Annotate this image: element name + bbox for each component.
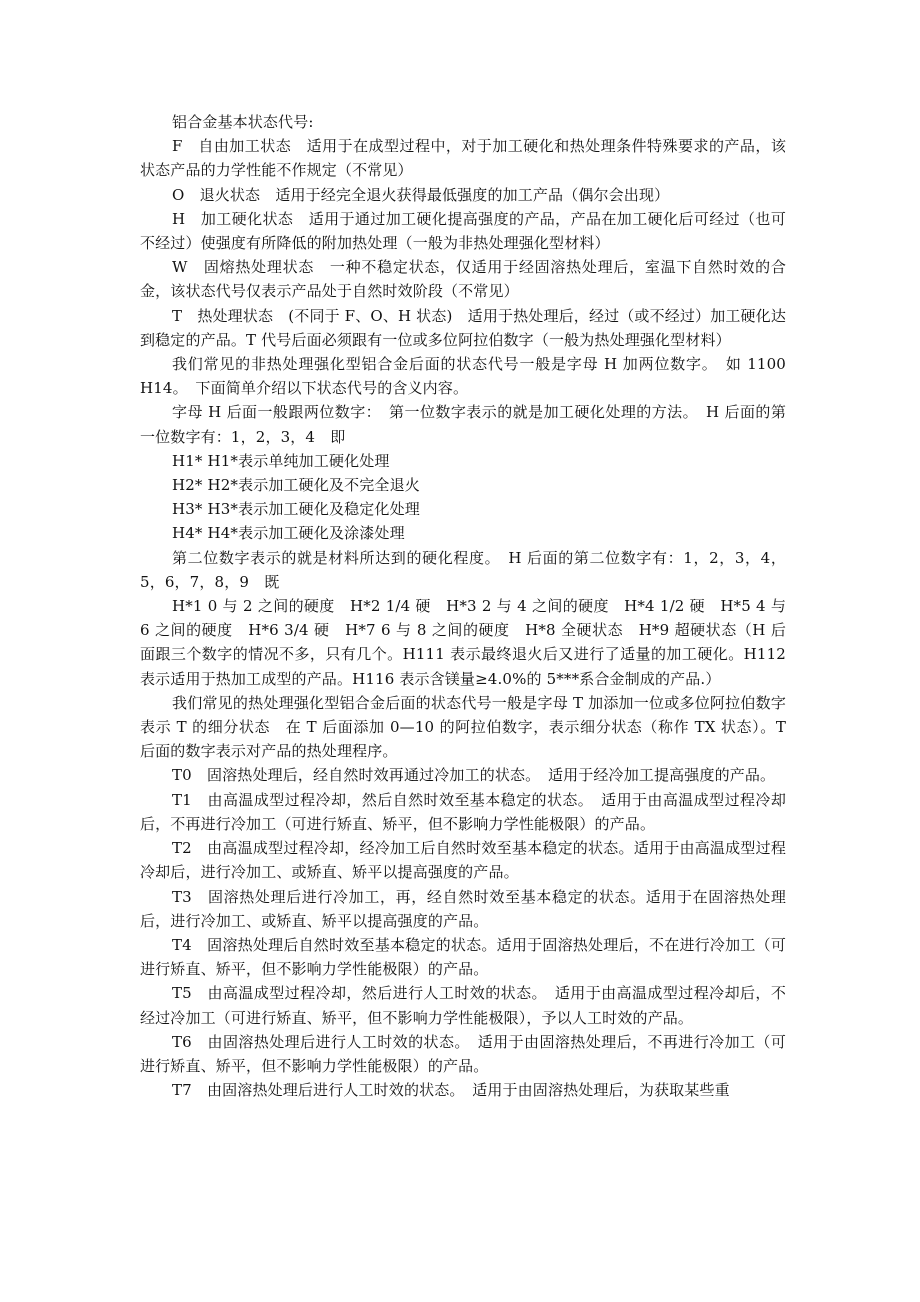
state-t6: T6 由固溶热处理后进行人工时效的状态。 适用于由固溶热处理后，不再进行冷加工（可进行矫直、矫平，但不影响力学性能极限）的产品。 (140, 1032, 786, 1075)
state-w: W 固熔热处理状态 一种不稳定状态，仅适用于经固溶热处理后，室温下自然时效的合金，该状态代号仅表示产品处于自然时效阶段（不常见） (140, 258, 786, 301)
h2-item: H2* H2*表示加工硬化及不完全退火 (172, 476, 420, 495)
state-t3: T3 固溶热处理后进行冷加工，再，经自然时效至基本稳定的状态。适用于在固溶热处理后，进行冷加工、或矫直、矫平以提高强度的产品。 (140, 887, 786, 930)
state-t2: T2 由高温成型过程冷却，经冷加工后自然时效至基本稳定的状态。适用于由高温成型过程冷却后，进行冷加工、或矫直、矫平以提高强度的产品。 (140, 839, 786, 882)
document-page (140, 110, 786, 1102)
h-second-digit-detail: H*1 0 与 2 之间的硬度 H*2 1/4 硬 H*3 2 与 4 之间的硬度 H*4 1/2 硬 H*5 4 与 6 之间的硬度 H*6 3/4 硬 H*7 6 与 8 之间的硬度 H*8 全硬状态 H*9 超硬状态（H 后面跟三个数字的情况不多，只有几个。H111 表示最终退火后又进行了适量的加工硬化。H112 表示适用于热加工成型的产品。H116 表示含镁量≥4.0%的 5***系合金制成的产品.） (140, 597, 786, 688)
h1-item: H1* H1*表示单纯加工硬化处理 (172, 451, 390, 470)
h-intro: 我们常见的非热处理强化型铝合金后面的状态代号一般是字母 H 加两位数字。 如 1100 H14。 下面简单介绍以下状态代号的含义内容。 (140, 355, 786, 398)
h3-item: H3* H3*表示加工硬化及稳定化处理 (172, 500, 420, 519)
state-t1: T1 由高温成型过程冷却，然后自然时效至基本稳定的状态。 适用于由高温成型过程冷却后，不再进行冷加工（可进行矫直、矫平，但不影响力学性能极限）的产品。 (140, 790, 786, 833)
state-t: T 热处理状态 (不同于 F、O、H 状态) 适用于热处理后，经过（或不经过）加工硬化达到稳定的产品。T 代号后面必须跟有一位或多位阿拉伯数字（一般为热处理强化型材料） (140, 306, 786, 349)
state-o: O 退火状态 适用于经完全退火获得最低强度的加工产品（偶尔会出现） (172, 185, 670, 204)
state-h: H 加工硬化状态 适用于通过加工硬化提高强度的产品，产品在加工硬化后可经过（也可不经过）使强度有所降低的附加热处理（一般为非热处理强化型材料） (140, 209, 786, 253)
state-t5: T5 由高温成型过程冷却，然后进行人工时效的状态。 适用于由高温成型过程冷却后，不经过冷加工（可进行矫直、矫平，但不影响力学性能极限），予以人工时效的产品。 (140, 984, 786, 1027)
h4-item: H4* H4*表示加工硬化及涂漆处理 (172, 524, 405, 543)
state-t7: T7 由固溶热处理后进行人工时效的状态。 适用于由固溶热处理后，为获取某些重 (172, 1081, 730, 1100)
state-f: F 自由加工状态 适用于在成型过程中，对于加工硬化和热处理条件特殊要求的产品，该状态产品的力学性能不作规定（不常见） (140, 137, 786, 180)
state-t0: T0 固溶热处理后，经自然时效再通过冷加工的状态。 适用于经冷加工提高强度的产品。 (172, 766, 776, 785)
heading: 铝合金基本状态代号: (172, 113, 314, 131)
state-t4: T4 固溶热处理后自然时效至基本稳定的状态。适用于固溶热处理后，不在进行冷加工（可进行矫直、矫平，但不影响力学性能极限）的产品。 (140, 935, 786, 979)
h-first-digit-intro: 字母 H 后面一般跟两位数字： 第一位数字表示的就是加工硬化处理的方法。 H 后面的第一位数字有：1，2，3，4 即 (140, 403, 786, 446)
t-intro: 我们常见的热处理强化型铝合金后面的状态代号一般是字母 T 加添加一位或多位阿拉伯数字表示 T 的细分状态 在 T 后面添加 0—10 的阿拉伯数字，表示细分状态（称作 TX 状态）。T 后面的数字表示对产品的热处理程序。 (140, 693, 786, 761)
h-second-digit-intro: 第二位数字表示的就是材料所达到的硬化程度。 H 后面的第二位数字有：1，2，3，4，5，6，7，8，9 既 (140, 548, 786, 591)
